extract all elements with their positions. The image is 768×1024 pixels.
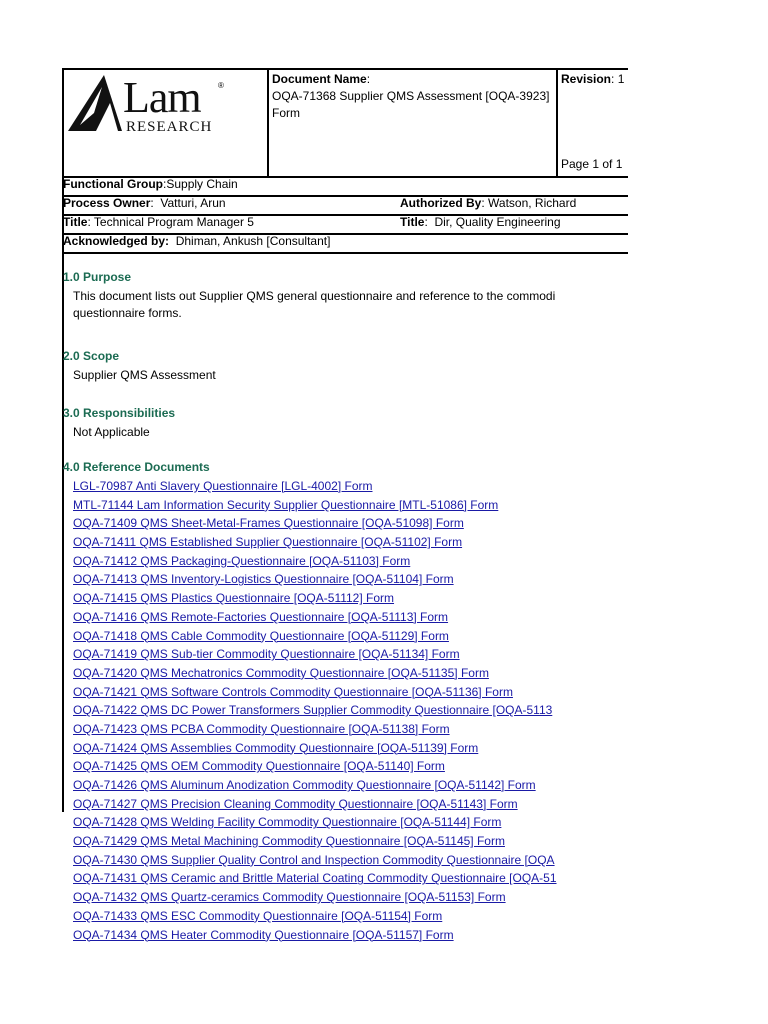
purpose-line-2: questionnaire forms. — [73, 306, 182, 320]
acknowledged-label: Acknowledged by: — [63, 234, 170, 248]
functional-group-row: Functional Group:Supply Chain — [62, 176, 628, 197]
lam-research-logo — [66, 73, 226, 133]
reference-link[interactable]: OQA-71415 QMS Plastics Questionnaire [OQA-51112] Form — [73, 591, 395, 606]
logo-subtitle: RESEARCH — [126, 119, 213, 135]
logo-word: Lam — [123, 73, 201, 122]
reference-link[interactable]: OQA-71434 QMS Heater Commodity Questionnaire [OQA-51157] Form — [73, 927, 454, 942]
reference-link[interactable]: LGL-70987 Anti Slavery Questionnaire [LGL-4002] Form — [73, 479, 373, 493]
functional-group-value: Supply Chain — [166, 177, 238, 191]
reference-link[interactable]: OQA-71422 QMS DC Power Transformers Supplier Commodity Questionnaire [OQA-5113 — [73, 703, 553, 718]
logo-triangle-icon — [66, 73, 126, 135]
reference-documents-heading: 4.0 Reference Documents — [63, 460, 210, 474]
acknowledged-row — [62, 233, 628, 254]
title-label-2: Title — [400, 215, 425, 229]
acknowledged-value: Dhiman, Ankush [Consultant] — [175, 234, 331, 248]
process-owner-label: Process Owner — [63, 196, 151, 210]
reference-link[interactable]: OQA-71431 QMS Ceramic and Brittle Material Coating Commodity Questionnaire [OQA-51 — [73, 871, 557, 886]
reference-link[interactable]: OQA-71412 QMS Packaging-Questionnaire [OQA-51103] Form — [73, 553, 411, 568]
reference-link[interactable]: OQA-71430 QMS Supplier Quality Control and Inspection Commodity Questionnaire [OQA — [73, 852, 555, 867]
scope-heading: 2.0 Scope — [63, 349, 120, 363]
purpose-line-1: This document lists out Supplier QMS general questionnaire and reference to the commodi — [73, 289, 556, 303]
reference-link[interactable]: OQA-71411 QMS Established Supplier Questionnaire [OQA-51102] Form — [73, 535, 463, 550]
authorizer-title-value: Dir, Quality Engineering — [434, 215, 561, 229]
owner-title-value: Technical Program Manager 5 — [93, 215, 254, 229]
logo-cell — [62, 68, 269, 178]
title-row: Title: Technical Program Manager 5 Title: Dir, Quality Engineering — [62, 214, 628, 235]
reference-link[interactable]: OQA-71427 QMS Precision Cleaning Commodity Questionnaire [OQA-51143] Form — [73, 796, 518, 811]
reference-link[interactable]: OQA-71425 QMS OEM Commodity Questionnaire [OQA-51140] Form — [73, 759, 445, 774]
functional-group-label: Functional Group — [63, 177, 163, 191]
reference-link[interactable]: OQA-71419 QMS Sub-tier Commodity Questionnaire [OQA-51134] Form — [73, 647, 460, 662]
reference-link[interactable]: OQA-71433 QMS ESC Commodity Questionnaire [OQA-51154] Form — [73, 908, 443, 923]
page-number: Page 1 of 1 — [561, 157, 623, 171]
revision-label: Revision — [561, 72, 612, 86]
reference-link[interactable]: OQA-71421 QMS Software Controls Commodity Questionnaire [OQA-51136] Form — [73, 684, 513, 699]
document-page — [62, 68, 628, 1008]
reference-link[interactable]: OQA-71416 QMS Remote-Factories Questionnaire [OQA-51113] Form — [73, 609, 449, 624]
purpose-heading: 1.0 Purpose — [63, 270, 132, 284]
process-owner-row: Process Owner: Vatturi, Arun Authorized By: Watson, Richard — [62, 195, 628, 216]
document-name-value: OQA-71368 Supplier QMS Assessment [OQA-3923] Form — [272, 89, 550, 120]
document-name-cell: Document Name: OQA-71368 Supplier QMS Assessment [OQA-3923] Form — [267, 68, 558, 178]
responsibilities-text: Not Applicable — [73, 425, 150, 439]
authorized-by-label: Authorized By — [400, 196, 482, 210]
reference-link[interactable]: MTL-71144 Lam Information Security Supplier Questionnaire [MTL-51086] Form — [73, 497, 499, 512]
document-name-label: Document Name — [272, 72, 367, 86]
logo-registered-mark: ® — [218, 81, 224, 90]
reference-link[interactable]: OQA-71428 QMS Welding Facility Commodity Questionnaire [OQA-51144] Form — [73, 815, 502, 830]
scope-text: Supplier QMS Assessment — [73, 368, 216, 382]
title-label: Title — [63, 215, 88, 229]
reference-link[interactable]: OQA-71432 QMS Quartz-ceramics Commodity Questionnaire [OQA-51153] Form — [73, 890, 506, 905]
reference-link[interactable]: OQA-71420 QMS Mechatronics Commodity Questionnaire [OQA-51135] Form — [73, 665, 489, 680]
reference-link[interactable]: OQA-71413 QMS Inventory-Logistics Questionnaire [OQA-51104] Form — [73, 572, 454, 587]
authorized-by-value: Watson, Richard — [488, 196, 577, 210]
process-owner-value: Vatturi, Arun — [160, 196, 226, 210]
revision-value: 1 — [617, 72, 625, 86]
reference-links-list — [73, 477, 557, 944]
reference-link[interactable]: OQA-71423 QMS PCBA Commodity Questionnaire [OQA-51138] Form — [73, 721, 450, 736]
reference-link[interactable]: OQA-71409 QMS Sheet-Metal-Frames Questionnaire [OQA-51098] Form — [73, 516, 464, 531]
reference-link[interactable]: OQA-71429 QMS Metal Machining Commodity Questionnaire [OQA-51145] Form — [73, 834, 505, 849]
responsibilities-heading: 3.0 Responsibilities — [63, 406, 176, 420]
revision-cell: Revision: 1 Page 1 of 1 — [556, 68, 628, 178]
reference-link[interactable]: OQA-71418 QMS Cable Commodity Questionnaire [OQA-51129] Form — [73, 628, 449, 643]
reference-link[interactable]: OQA-71424 QMS Assemblies Commodity Questionnaire [OQA-51139] Form — [73, 740, 479, 755]
reference-link[interactable]: OQA-71426 QMS Aluminum Anodization Commodity Questionnaire [OQA-51142] Form — [73, 778, 536, 792]
header-table — [62, 68, 628, 176]
